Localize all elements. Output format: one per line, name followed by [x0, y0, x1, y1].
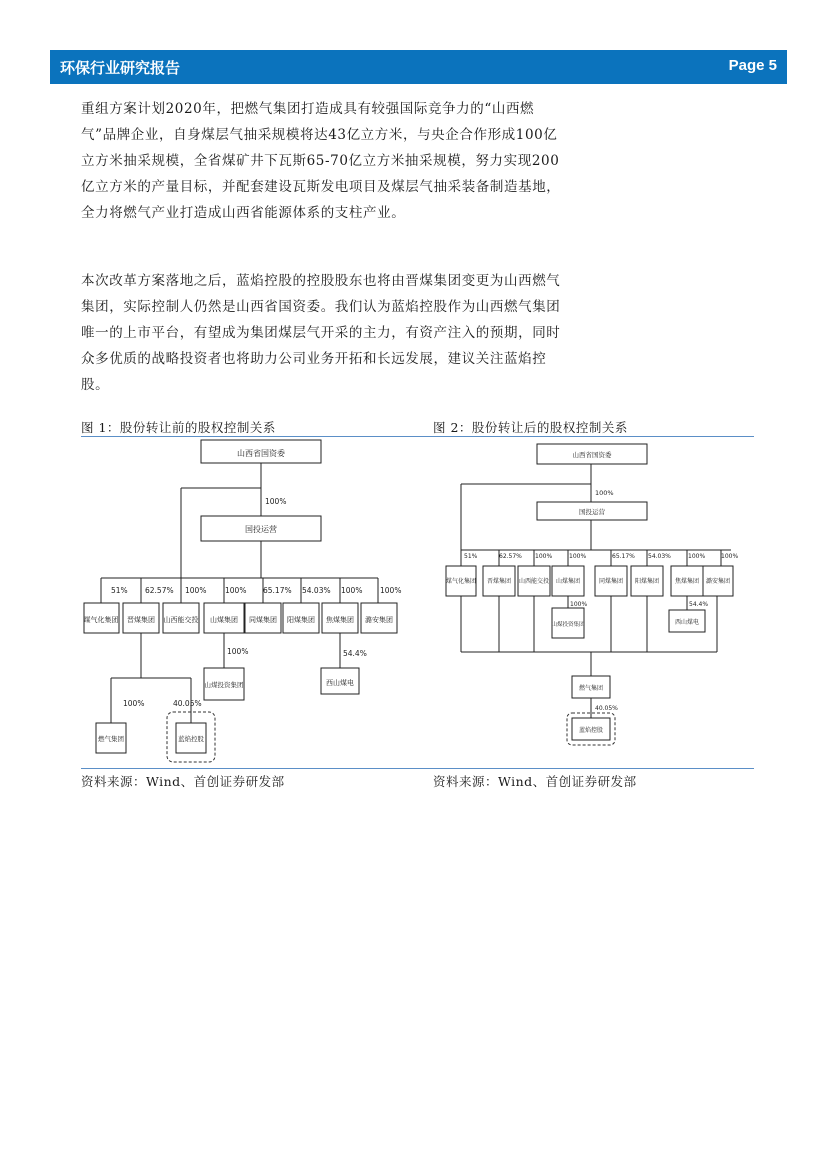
- paragraph-1: 重组方案计划2020年，把燃气集团打造成具有较强国际竞争力的“山西燃气”品牌企业，自身煤层气抽采规模将达43亿立方米，与央企合作形成100亿立方米抽采规模，全省煤矿井下瓦斯65-70亿立方米抽采规模，努力实现200亿立方米的产量目标，并配套建设瓦斯发电项目及煤层气抽采装备制造基地，全力将燃气产业打造成山西省能源体系的支柱产业。: [81, 101, 561, 221]
- report-title: 环保行业研究报告: [60, 59, 181, 77]
- figure1-source: 资料来源：Wind、首创证券研发部: [81, 774, 285, 789]
- f2-pct-lanyan: 40.05%: [595, 705, 618, 712]
- f2-pct-c0: 51%: [464, 553, 478, 560]
- f1-node-gas: 燃气集团: [98, 735, 124, 743]
- f2-node-c2: 山西能交投: [518, 578, 550, 585]
- f2-node-c1: 晋煤集团: [486, 578, 512, 585]
- f2-pct-c7: 100%: [721, 553, 739, 560]
- page-number: Page 5: [728, 57, 777, 74]
- source-divider: [81, 768, 754, 769]
- paragraph-2: 本次改革方案落地之后，蓝焰控股的控股股东也将由晋煤集团变更为山西燃气集团，实际控制人仍然是山西省国资委。我们认为蓝焰控股作为山西燃气集团唯一的上市平台，有望成为集团煤层气开采的主力，有资产注入的预期，同时众多优质的战略投资者也将助力公司业务开拓和长远发展，建议关注蓝焰控股。: [81, 273, 561, 393]
- f1-pct-gas: 100%: [123, 699, 145, 708]
- f2-node-mid: 国投运营: [579, 508, 605, 516]
- f2-pct-c2: 100%: [535, 553, 553, 560]
- f1-pct-c4: 65.17%: [263, 586, 292, 595]
- report-header-bar: [50, 50, 787, 84]
- f2-node-c3: 山煤集团: [555, 578, 581, 585]
- f1-node-lanyan: 蓝焰控股: [178, 735, 204, 743]
- f2-pct-root: 100%: [595, 489, 614, 497]
- f2-node-c6: 焦煤集团: [674, 578, 700, 585]
- f1-pct-c7: 100%: [380, 586, 402, 595]
- f1-node-c2: 山西能交投: [163, 616, 199, 624]
- f1-pct-lanyan: 40.05%: [173, 699, 202, 708]
- f2-pct-c5: 54.03%: [648, 553, 671, 560]
- f1-node-c3: 山煤集团: [210, 616, 238, 624]
- f1-pct-c0: 51%: [111, 586, 128, 595]
- f2-pct-c3: 100%: [569, 553, 587, 560]
- f2-node-jiaomei-child: 西山煤电: [674, 619, 700, 626]
- f2-pct-shanmei-child: 100%: [570, 601, 588, 608]
- f2-node-gas: 燃气集团: [578, 685, 604, 692]
- figure2-org-chart: [441, 440, 741, 760]
- f2-node-c0: 煤气化集团: [445, 578, 477, 585]
- f2-pct-c6: 100%: [688, 553, 706, 560]
- f1-node-root: 山西省国资委: [237, 449, 285, 458]
- f2-node-c4: 同煤集团: [598, 578, 624, 585]
- figure2-caption: 图 2：股份转让后的股权控制关系: [433, 420, 628, 435]
- f1-node-mid: 国投运营: [245, 525, 277, 534]
- f1-pct-jiaomei-child: 54.4%: [343, 649, 367, 658]
- figure1-org-chart: [81, 438, 421, 766]
- f2-pct-jiaomei-child: 54.4%: [689, 601, 709, 608]
- figure2-source: 资料来源：Wind、首创证券研发部: [433, 774, 637, 789]
- f2-node-c5: 阳煤集团: [634, 578, 660, 585]
- f2-node-root: 山西省国资委: [572, 451, 612, 459]
- f1-pct-c6: 100%: [341, 586, 363, 595]
- f1-pct-root: 100%: [265, 497, 287, 506]
- f2-node-shanmei-child: 山煤投资集团: [551, 622, 585, 628]
- f2-node-c7: 潞安集团: [705, 578, 731, 585]
- f2-pct-c1: 62.57%: [499, 553, 522, 560]
- f1-node-c5: 阳煤集团: [287, 616, 315, 624]
- f1-node-c1: 晋煤集团: [127, 616, 155, 624]
- f1-node-c0: 煤气化集团: [83, 616, 119, 624]
- caption-divider: [81, 436, 754, 437]
- figure1-caption: 图 1：股份转让前的股权控制关系: [81, 420, 276, 435]
- f1-node-c4: 同煤集团: [249, 616, 277, 624]
- f1-node-c6: 焦煤集团: [326, 616, 354, 624]
- f1-pct-c5: 54.03%: [302, 586, 331, 595]
- f1-node-jiaomei-child: 西山煤电: [326, 679, 354, 687]
- f1-pct-c3: 100%: [225, 586, 247, 595]
- f2-pct-c4: 65.17%: [612, 553, 635, 560]
- f1-node-c7: 潞安集团: [365, 616, 393, 624]
- f1-pct-c2: 100%: [185, 586, 207, 595]
- f1-node-shanmei-child: 山煤投资集团: [204, 681, 244, 689]
- f2-node-lanyan: 蓝焰控股: [578, 727, 604, 734]
- f1-pct-shanmei-child: 100%: [227, 647, 249, 656]
- f1-pct-c1: 62.57%: [145, 586, 174, 595]
